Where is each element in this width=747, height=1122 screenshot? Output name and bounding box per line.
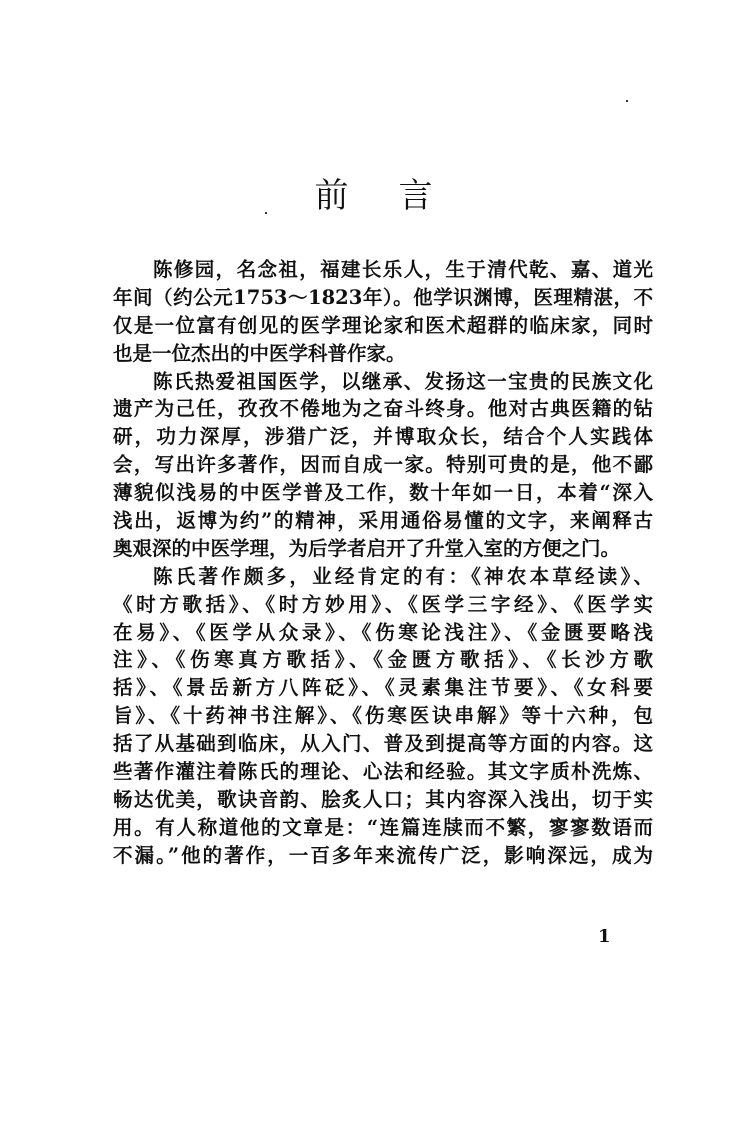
text-line: 年间（约公元1753～1823年）。他学识渊博，医理精湛，不 bbox=[113, 285, 653, 309]
text-line: 旨》、《十药神书注解》、《伤寒医诀串解》等十六种，包 bbox=[113, 704, 653, 728]
text-line: 畅达优美，歌诀音韵、脍炙人口；其内容深入浅出，切于实 bbox=[113, 787, 653, 811]
text-line: 陈氏著作颇多，业经肯定的有：《神农本草经读》、 bbox=[153, 564, 653, 588]
scan-speck bbox=[265, 212, 267, 214]
text-line: 奥艰深的中医学理，为后学者启开了升堂入室的方便之门。 bbox=[113, 536, 621, 560]
text-line: 用。有人称道他的文章是：“连篇连牍而不繁，寥寥数语而 bbox=[113, 815, 653, 839]
text-line: 陈修园，名念祖，福建长乐人，生于清代乾、嘉、道光 bbox=[153, 258, 653, 281]
text-line: 浅出，返博为约”的精神，采用通俗易懂的文字，来阐释古 bbox=[113, 509, 653, 533]
document-body bbox=[113, 256, 653, 870]
text-line: 陈氏热爱祖国医学，以继承、发扬这一宝贵的民族文化 bbox=[153, 369, 653, 393]
text-line: 遗产为己任，孜孜不倦地为之奋斗终身。他对古典医籍的钻 bbox=[113, 397, 653, 421]
text-line: 《时方歌括》、《时方妙用》、《医学三字经》、《医学实 bbox=[113, 592, 653, 616]
text-line: 些著作灌注着陈氏的理论、心法和经验。其文字质朴洗炼、 bbox=[113, 760, 653, 784]
text-line: 括》、《景岳新方八阵砭》、《灵素集注节要》、《女科要 bbox=[113, 676, 653, 700]
text-line: 不漏。”他的著作，一百多年来流传广泛，影响深远，成为 bbox=[113, 843, 653, 867]
scan-speck bbox=[626, 100, 628, 102]
page-number: 1 bbox=[598, 926, 611, 947]
text-line: 薄貌似浅易的中医学普及工作，数十年如一日，本着“深入 bbox=[113, 481, 653, 505]
text-line: 研，功力深厚，涉猎广泛，并博取众长，结合个人实践体 bbox=[113, 425, 653, 449]
text-line: 括了从基础到临床，从入门、普及到提高等方面的内容。这 bbox=[113, 732, 653, 756]
text-line: 注》、《伤寒真方歌括》、《金匮方歌括》、《长沙方歌 bbox=[113, 648, 653, 672]
text-line: 在易》、《医学从众录》、《伤寒论浅注》、《金匮要略浅 bbox=[113, 620, 653, 644]
text-line: 也是一位杰出的中医学科普作家。 bbox=[113, 341, 406, 365]
text-line: 仅是一位富有创见的医学理论家和医术超群的临床家，同时 bbox=[113, 313, 653, 337]
text-line: 会，写出许多著作，因而自成一家。特别可贵的是，他不鄙 bbox=[113, 453, 653, 477]
page-title: 前言 bbox=[314, 176, 483, 216]
